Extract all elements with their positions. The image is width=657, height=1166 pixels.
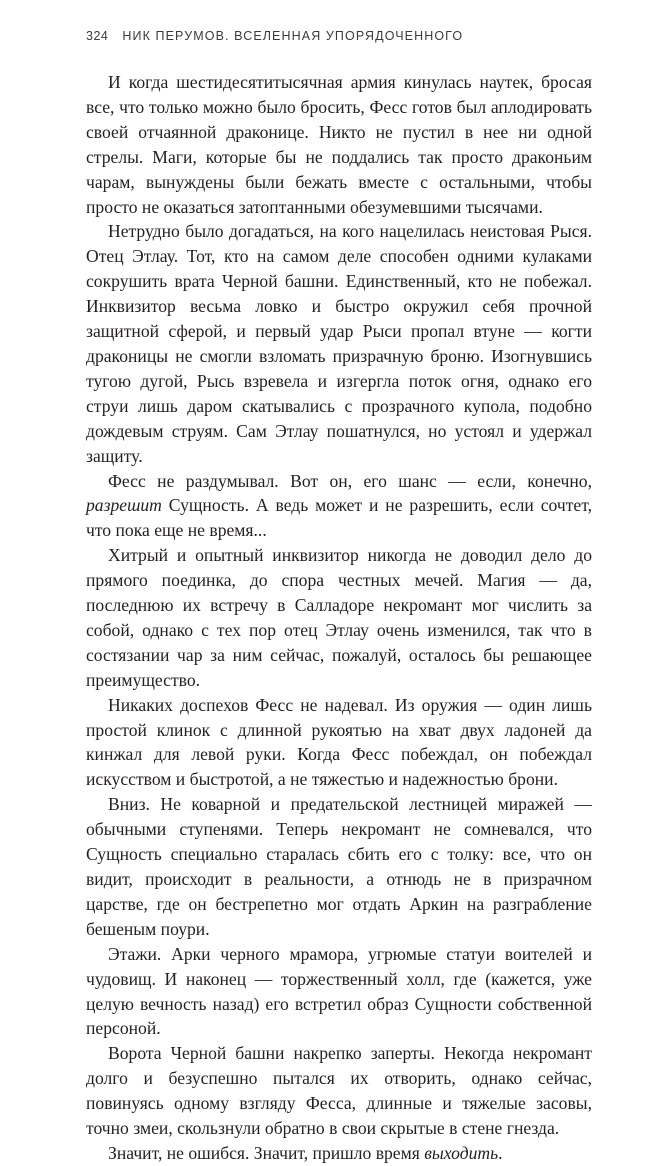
running-head (86, 29, 463, 43)
body-text (86, 70, 592, 1166)
paragraph-text: Фесс не раздумывал. Вот он, его шанс — если, конечно, (108, 470, 592, 491)
paragraph-text: Сущность. А ведь может и не разрешить, если сочтет, что пока еще не время... (86, 495, 592, 541)
emphasized-word: выходить (424, 1142, 499, 1163)
paragraph-text: Значит, не ошибся. Значит, пришло время (108, 1142, 425, 1163)
paragraph: Хитрый и опытный инквизитор никогда не доводил дело до прямого поединка, до спора честных мечей. Магия — да, последнюю их встречу в Салладоре некромант мог числить за собой, однако с тех пор отец Этлау очень изменился, так что в состязании чар за ним сейчас, пожалуй, осталось бы решающее преимущество. (86, 545, 592, 690)
paragraph: Вниз. Не коварной и предательской лестницей миражей — обычными ступенями. Теперь некромант не сомневался, что Сущность специально старалась сбить его с толку: все, что он видит, происходит в реальности, а отнюдь не в призрачном царстве, где он бестрепетно мог отдать Аркин на разграбление бешеным поури. (86, 794, 592, 939)
paragraph: И когда шестидесятитысячная армия кинулась наутек, бросая все, что только можно было бросить, Фесс готов был аплодировать своей отчаянной драконице. Никто не пустил в нее ни одной стрелы. Маги, которые бы не поддались так просто драконьим чарам, вынуждены были бежать вместе с остальными, чтобы просто не оказаться затоптанными обезумевшими тысячами. (86, 72, 592, 217)
paragraph: Нетрудно было догадаться, на кого нацелилась неистовая Рыся. Отец Этлау. Тот, кто на самом деле способен одними кулаками сокрушить врата Черной башни. Единственный, кто не побежал. Инквизитор весьма ловко и быстро окружил себя прочной защитной сферой, и первый удар Рыси пропал втуне — когти драконицы не смогли взломать призрачную броню. Изогнувшись тугою дугой, Рысь взревела и изгергла поток огня, однако его струи лишь даром скатывались с прозрачного купола, подобно дождевым струям. Сам Этлау пошатнулся, но устоял и удержал защиту. (86, 221, 592, 466)
page-number: 324 (86, 29, 109, 43)
paragraph-text: . (498, 1142, 503, 1163)
paragraph (86, 1141, 592, 1166)
paragraph: Этажи. Арки черного мрамора, угрюмые статуи воителей и чудовищ. И наконец — торжественный холл, где (кажется, уже целую вечность назад) его встретил образ Сущности собственной персоной. (86, 943, 592, 1039)
paragraph: Никаких доспехов Фесс не надевал. Из оружия — один лишь простой клинок с длинной рукоятью на хват двух ладоней да кинжал для левой руки. Когда Фесс побеждал, он побеждал искусством и быстротой, а не тяжестью и надежностью брони. (86, 694, 592, 790)
running-title: НИК ПЕРУМОВ. ВСЕЛЕННАЯ УПОРЯДОЧЕННОГО (122, 29, 464, 43)
paragraph: Ворота Черной башни накрепко заперты. Некогда некромант долго и безуспешно пытался их отворить, однако сейчас, повинуясь одному взгляду Фесса, длинные и тяжелые засовы, точно змеи, скользнули обратно в свои скрытые в стене гнезда. (86, 1043, 592, 1139)
paragraph (86, 469, 592, 544)
emphasized-word: разрешит (86, 495, 162, 516)
